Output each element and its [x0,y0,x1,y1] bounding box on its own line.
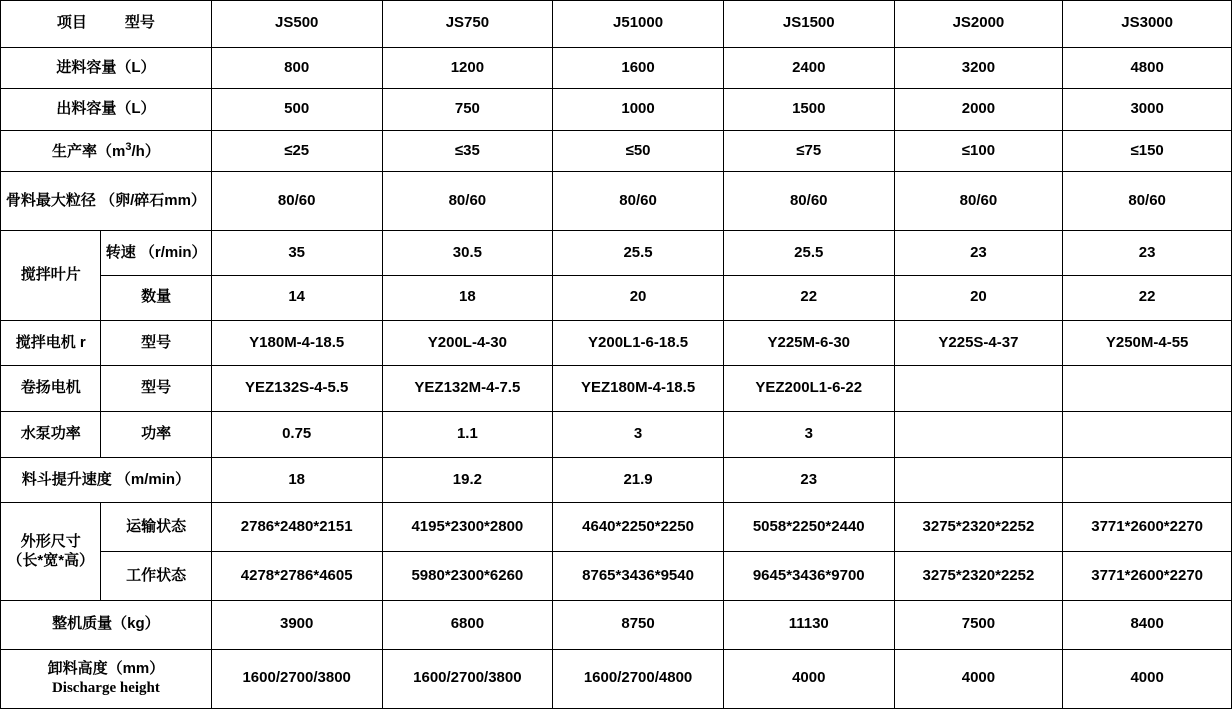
cell-value: Y200L1-6-18.5 [553,320,724,366]
cell-value: 1000 [553,89,724,131]
cell-value: YEZ180M-4-18.5 [553,366,724,412]
row-label-discharge-height-en: Discharge height [51,679,160,696]
cell-value: 11130 [723,600,894,649]
cell-value: 22 [723,276,894,321]
model-header-js2000: JS2000 [894,1,1063,48]
cell-value-empty [1063,412,1232,458]
cell-value: 3 [723,412,894,458]
cell-value: 7500 [894,600,1063,649]
table-row [1,276,1232,321]
cell-value: 1600/2700/3800 [211,649,382,708]
cell-value: 25.5 [723,231,894,276]
row-label-hoisting-motor: 卷扬电机 [1,366,101,412]
cell-value: 2400 [723,47,894,89]
cell-value: YEZ200L1-6-22 [723,366,894,412]
cell-value: 8765*3436*9540 [553,552,724,601]
cell-value: 4640*2250*2250 [553,503,724,552]
cell-value: 1600/2700/4800 [553,649,724,708]
table-row [1,366,1232,412]
cell-value: Y225M-6-30 [723,320,894,366]
cell-value: Y200L-4-30 [382,320,553,366]
cell-value-empty [894,457,1063,503]
sub-label-model: 型号 [101,320,211,366]
cell-value-empty [894,412,1063,458]
cell-value: 500 [211,89,382,131]
cell-value: 4000 [1063,649,1232,708]
model-header-js1500: JS1500 [723,1,894,48]
row-label-total-weight: 整机质量（kg） [1,600,212,649]
cell-value: 19.2 [382,457,553,503]
sub-label-rotating-speed: 转速 （r/min） [101,231,211,276]
cell-value: 80/60 [723,172,894,231]
cell-value: 80/60 [894,172,1063,231]
row-label-productivity-prefix: 生产率（m [52,142,126,160]
cell-value: 25.5 [553,231,724,276]
cell-value: 4195*2300*2800 [382,503,553,552]
cell-value-empty [1063,366,1232,412]
row-label-discharging-capacity: 出料容量（L） [1,89,212,131]
cell-value: YEZ132M-4-7.5 [382,366,553,412]
row-label-water-pump-power: 水泵功率 [1,412,101,458]
row-label-discharge-height [1,649,212,708]
cell-value: 80/60 [553,172,724,231]
row-label-productivity-suffix: /h） [131,142,160,160]
header-item-model-cell [1,1,212,48]
cell-value: 21.9 [553,457,724,503]
model-header-js500: JS500 [211,1,382,48]
cell-value: ≤50 [553,130,724,172]
row-label-feeding-capacity: 进料容量（L） [1,47,212,89]
cell-value: YEZ132S-4-5.5 [211,366,382,412]
model-header-js3000: JS3000 [1063,1,1232,48]
cell-value: 750 [382,89,553,131]
cell-value: 4278*2786*4605 [211,552,382,601]
cell-value: 23 [1063,231,1232,276]
table-row [1,130,1232,172]
cell-value: ≤35 [382,130,553,172]
cell-value: 3275*2320*2252 [894,552,1063,601]
cell-value: 80/60 [382,172,553,231]
cell-value: 3200 [894,47,1063,89]
row-label-hopper-lifting-speed: 料斗提升速度 （m/min） [1,457,212,503]
table-row [1,503,1232,552]
sub-label-transport-state: 运输状态 [101,503,211,552]
model-header-js1000: J51000 [553,1,724,48]
row-label-overall-dimensions-line2: （长*宽*高） [7,551,95,569]
cell-value: 1500 [723,89,894,131]
cell-value: ≤75 [723,130,894,172]
table-row [1,47,1232,89]
row-label-max-aggregate-size: 骨料最大粒径 （卵/碎石mm） [1,172,212,231]
sub-label-power: 功率 [101,412,211,458]
cell-value: 9645*3436*9700 [723,552,894,601]
cell-value: 20 [553,276,724,321]
cell-value: 3275*2320*2252 [894,503,1063,552]
table-row [1,231,1232,276]
cell-value: ≤100 [894,130,1063,172]
cell-value: 14 [211,276,382,321]
cell-value: 23 [894,231,1063,276]
cell-value: 3 [553,412,724,458]
cell-value: 8750 [553,600,724,649]
cell-value: 80/60 [1063,172,1232,231]
cell-value: 3771*2600*2270 [1063,503,1232,552]
cell-value: 0.75 [211,412,382,458]
cell-value: 1.1 [382,412,553,458]
header-model-label: 型号 [124,14,155,32]
table-row [1,600,1232,649]
cell-value: ≤150 [1063,130,1232,172]
cell-value: 5980*2300*6260 [382,552,553,601]
cell-value: 3900 [211,600,382,649]
cell-value: 20 [894,276,1063,321]
cell-value: 2786*2480*2151 [211,503,382,552]
cell-value: ≤25 [211,130,382,172]
row-label-discharge-height-cn: 卸料高度（mm） [47,660,165,678]
sub-label-working-state: 工作状态 [101,552,211,601]
cell-value: 1600/2700/3800 [382,649,553,708]
model-header-js750: JS750 [382,1,553,48]
cell-value: 3000 [1063,89,1232,131]
cell-value: Y180M-4-18.5 [211,320,382,366]
header-item-label: 项目 [56,14,87,32]
row-label-productivity [1,130,212,172]
table-row [1,412,1232,458]
row-label-overall-dimensions [1,503,101,601]
cell-value-empty [1063,457,1232,503]
table-row [1,457,1232,503]
table-row [1,320,1232,366]
cell-value: 3771*2600*2270 [1063,552,1232,601]
cell-value: Y250M-4-55 [1063,320,1232,366]
table-row [1,552,1232,601]
table-header-row [1,1,1232,48]
sub-label-model: 型号 [101,366,211,412]
cell-value: 18 [382,276,553,321]
cell-value: 22 [1063,276,1232,321]
cell-value: 4000 [894,649,1063,708]
cell-value-empty [894,366,1063,412]
row-label-mixing-motor: 搅拌电机 r [1,320,101,366]
table-row [1,649,1232,708]
cell-value: 1600 [553,47,724,89]
cell-value: 30.5 [382,231,553,276]
cell-value: 35 [211,231,382,276]
cell-value: 800 [211,47,382,89]
row-label-mixing-blade: 搅拌叶片 [1,231,101,320]
row-label-overall-dimensions-line1: 外形尺寸 [20,532,81,550]
cell-value: 4000 [723,649,894,708]
cell-value: 5058*2250*2440 [723,503,894,552]
cell-value: 18 [211,457,382,503]
table-row [1,89,1232,131]
row-label-productivity-sup: 3 [125,140,132,153]
sub-label-quantity: 数量 [101,276,211,321]
cell-value: 2000 [894,89,1063,131]
cell-value: Y225S-4-37 [894,320,1063,366]
cell-value: 6800 [382,600,553,649]
cell-value: 23 [723,457,894,503]
cell-value: 80/60 [211,172,382,231]
cell-value: 1200 [382,47,553,89]
cell-value: 8400 [1063,600,1232,649]
table-row [1,172,1232,231]
cell-value: 4800 [1063,47,1232,89]
